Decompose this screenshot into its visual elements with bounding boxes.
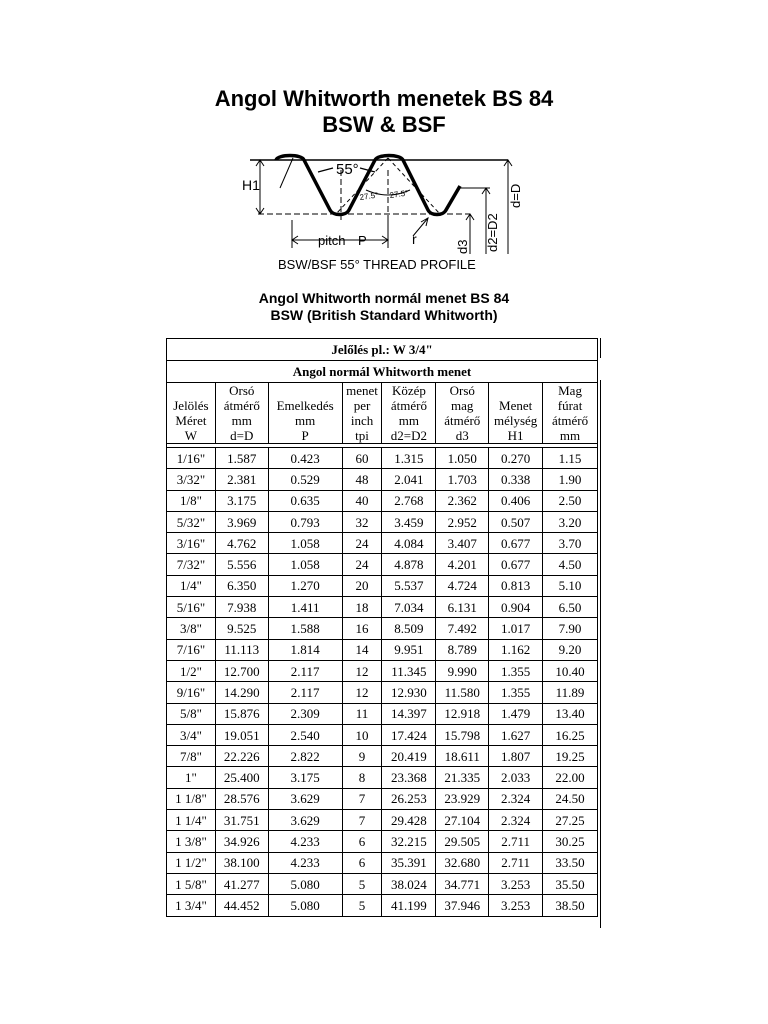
table-cell: 1.355 [489,682,543,703]
table-cell: 1.058 [268,554,342,575]
table-cell: 41.199 [382,895,436,916]
table-cell: 35.391 [382,852,436,873]
section-title: Angol Whitworth normál menet BS 84 [258,290,510,306]
table-cell: 1.587 [215,448,268,469]
column-header-line: Mag [558,383,582,398]
table-cell: 11.113 [215,639,268,660]
half-angle-right-label: 27.5° [389,188,409,200]
table-cell: 1 1/8" [167,788,216,809]
column-header [543,383,598,444]
table-cell: 2.324 [489,810,543,831]
table-cell: 6 [342,852,382,873]
table-cell: 3.175 [268,767,342,788]
table-cell: 2.362 [436,490,489,511]
table-cell: 0.529 [268,469,342,490]
table-cell: 5/16" [167,597,216,618]
table-cell: 9/16" [167,682,216,703]
d2-label: d2=D2 [485,213,500,252]
column-header-line: átmérő [390,398,427,413]
table-cell: 28.576 [215,788,268,809]
table-cell: 11 [342,703,382,724]
table-cell: 1.411 [268,597,342,618]
table-cell: 1.703 [436,469,489,490]
table-cell: 1.355 [489,660,543,681]
page-subtitle: BSW & BSF [322,112,446,137]
table-cell: 0.507 [489,511,543,532]
table-cell: 32.680 [436,852,489,873]
table-cell: 7/16" [167,639,216,660]
table-cell: 2.117 [268,660,342,681]
table-row [167,724,598,745]
table-row [167,703,598,724]
column-header-line [269,383,342,398]
table-row [167,746,598,767]
table-cell: 1 3/4" [167,895,216,916]
table-cell: 9.20 [543,639,598,660]
table-row [167,448,598,469]
table-cell: 5 [342,895,382,916]
table-cell: 5 [342,873,382,894]
table-row [167,490,598,511]
flank-line [388,158,440,214]
table-cell: 2.309 [268,703,342,724]
table-cell: 27.25 [543,810,598,831]
p-label: P [358,233,367,248]
table-cell: 8 [342,767,382,788]
table-cell: 1 3/8" [167,831,216,852]
table-cell: 24 [342,533,382,554]
table-cell: 24 [342,554,382,575]
column-header-line: Közép [391,383,426,398]
column-header-line [489,383,542,398]
table-cell: 19.25 [543,746,598,767]
column-header-line: Orsó [449,383,475,398]
table-cell: 1.807 [489,746,543,767]
table-cell: 1.814 [268,639,342,660]
table-row [167,639,598,660]
table-cell: 4.233 [268,831,342,852]
table-row [167,873,598,894]
table-row [167,469,598,490]
column-header-line: Jelölés [173,398,209,413]
table-row [167,810,598,831]
table-cell: 4.084 [382,533,436,554]
table-cell: 2.952 [436,511,489,532]
table-cell: 19.051 [215,724,268,745]
table-cell: 7/32" [167,554,216,575]
table-cell: 20.419 [382,746,436,767]
table-cell: 7 [342,788,382,809]
table-cell: 0.677 [489,533,543,554]
column-header [436,383,489,444]
column-header-line: menet [346,383,378,398]
table-cell: 8.509 [382,618,436,639]
table-cell: 3/32" [167,469,216,490]
table-cell: 0.423 [268,448,342,469]
table-cell: 2.50 [543,490,598,511]
table-cell: 40 [342,490,382,511]
table-cell: 0.406 [489,490,543,511]
table-cell: 2.822 [268,746,342,767]
table-cell: 3.175 [215,490,268,511]
table-cell: 1.627 [489,724,543,745]
table-cell: 3.407 [436,533,489,554]
column-header-line: inch [350,413,374,428]
table-cell: 60 [342,448,382,469]
table-cell: 12 [342,682,382,703]
table-cell: 3/4" [167,724,216,745]
table-cell: 3.629 [268,810,342,831]
table-cell: 1 1/4" [167,810,216,831]
table-cell: 16.25 [543,724,598,745]
table-cell: 27.104 [436,810,489,831]
thread-table-frame [166,338,602,928]
column-header-line [167,383,215,398]
d-label: d=D [508,183,523,208]
table-cell: 23.929 [436,788,489,809]
column-header-line: d2=D2 [390,428,428,443]
table-cell: 32 [342,511,382,532]
column-header-line: Méret [175,413,207,428]
table-row [167,597,598,618]
table-cell: 5.10 [543,575,598,596]
table-cell: 9.525 [215,618,268,639]
table-cell: 6.350 [215,575,268,596]
table-side-rule [600,380,601,928]
table-cell: 41.277 [215,873,268,894]
table-cell: 2.033 [489,767,543,788]
diagram-caption: BSW/BSF 55° THREAD PROFILE [278,257,476,272]
table-cell: 24.50 [543,788,598,809]
column-header-line: fúrat [557,398,583,413]
table-cell: 48 [342,469,382,490]
table-cell: 29.428 [382,810,436,831]
table-cell: 5/8" [167,703,216,724]
table-cell: 11.89 [543,682,598,703]
table-cell: 1.050 [436,448,489,469]
table-cell: 0.793 [268,511,342,532]
table-cell: 1.058 [268,533,342,554]
table-cell: 1.15 [543,448,598,469]
thread-table [166,338,598,917]
column-header-line: d3 [455,428,469,443]
table-cell: 3.629 [268,788,342,809]
table-cell: 1/2" [167,660,216,681]
table-row [167,660,598,681]
column-header [167,383,216,444]
table-cell: 12.700 [215,660,268,681]
table-cell: 14.290 [215,682,268,703]
table-cell: 2.041 [382,469,436,490]
table-cell: 2.711 [489,831,543,852]
table-cell: 3.253 [489,895,543,916]
table-cell: 1 5/8" [167,873,216,894]
table-cell: 1.162 [489,639,543,660]
table-cell: 18 [342,597,382,618]
column-header-line: mag [451,398,474,413]
table-cell: 0.270 [489,448,543,469]
table-cell: 30.25 [543,831,598,852]
table-cell: 1.479 [489,703,543,724]
column-header-line: W [184,428,198,443]
page-title: Angol Whitworth menetek BS 84 [214,86,554,111]
column-header [342,383,382,444]
table-cell: 3/8" [167,618,216,639]
table-cell: 38.100 [215,852,268,873]
table-cell: 12.930 [382,682,436,703]
angle-label: 55° [336,161,359,178]
table-row [167,575,598,596]
table-cell: 2.540 [268,724,342,745]
table-cell: 26.253 [382,788,436,809]
h1-label: H1 [242,177,260,193]
table-cell: 6.50 [543,597,598,618]
table-cell: 0.677 [489,554,543,575]
table-cell: 3.969 [215,511,268,532]
table-cell: 18.611 [436,746,489,767]
table-cell: 6 [342,831,382,852]
table-cell: 15.876 [215,703,268,724]
half-angle-left-label: 27.5° [359,190,379,202]
column-header-line: Emelkedés [276,398,334,413]
table-cell: 22.226 [215,746,268,767]
table-cell: 7/8" [167,746,216,767]
column-header-line: mélység [493,413,538,428]
table-cell: 17.424 [382,724,436,745]
column-header-line: mm [231,413,252,428]
table-cell: 1" [167,767,216,788]
table-cell: 1.017 [489,618,543,639]
table-cell: 1.588 [268,618,342,639]
table-cell: 4.878 [382,554,436,575]
table-cell: 4.50 [543,554,598,575]
table-cell: 20 [342,575,382,596]
table-cell: 2.711 [489,852,543,873]
table-cell: 7 [342,810,382,831]
table-cell: 25.400 [215,767,268,788]
table-cell: 0.813 [489,575,543,596]
table-cell: 14.397 [382,703,436,724]
table-cell: 3.20 [543,511,598,532]
table-cell: 5/32" [167,511,216,532]
table-row [167,533,598,554]
table-cell: 29.505 [436,831,489,852]
table-cell: 5.537 [382,575,436,596]
table-cell: 11.345 [382,660,436,681]
table-side-rule [600,338,601,358]
table-cell: 10.40 [543,660,598,681]
table-cell: 4.201 [436,554,489,575]
column-header-line: H1 [507,428,524,443]
column-header-line: tpi [355,428,369,443]
table-cell: 3/16" [167,533,216,554]
table-caption: Angol normál Whitworth menet [167,361,598,383]
table-cell: 32.215 [382,831,436,852]
table-cell: 7.034 [382,597,436,618]
angle-arrow [318,168,333,172]
table-cell: 5.080 [268,873,342,894]
d3-label: d3 [455,239,470,254]
table-cell: 5.556 [215,554,268,575]
table-cell: 1.270 [268,575,342,596]
column-header-line: Menet [499,398,533,413]
example-row: Jelőlés pl.: W 3/4" [167,339,598,361]
r-label: r [412,231,417,247]
table-cell: 2.381 [215,469,268,490]
column-header-line: mm [398,413,420,428]
column-header-line: P [301,428,309,443]
table-cell: 9 [342,746,382,767]
table-cell: 7.90 [543,618,598,639]
table-row [167,895,598,916]
flank-line [280,158,293,188]
table-cell: 1/4" [167,575,216,596]
table-cell: 14 [342,639,382,660]
table-cell: 4.233 [268,852,342,873]
table-row [167,788,598,809]
table-cell: 21.335 [436,767,489,788]
thread-profile-diagram [238,150,528,275]
table-cell: 4.762 [215,533,268,554]
table-cell: 1/8" [167,490,216,511]
table-cell: 0.338 [489,469,543,490]
column-header-line: átmérő [551,413,589,428]
table-cell: 38.50 [543,895,598,916]
table-cell: 7.492 [436,618,489,639]
table-cell: 13.40 [543,703,598,724]
column-header-row [167,383,598,444]
column-header-line: átmérő [223,398,260,413]
table-row [167,682,598,703]
column-header-line: per [353,398,371,413]
column-header [489,383,543,444]
table-cell: 10 [342,724,382,745]
table-cell: 3.70 [543,533,598,554]
column-header-line: mm [559,428,581,443]
table-cell: 0.904 [489,597,543,618]
table-cell: 23.368 [382,767,436,788]
table-cell: 12.918 [436,703,489,724]
section-subtitle: BSW (British Standard Whitworth) [270,307,498,323]
table-cell: 31.751 [215,810,268,831]
table-row [167,511,598,532]
table-cell: 2.324 [489,788,543,809]
table-cell: 9.951 [382,639,436,660]
table-cell: 3.253 [489,873,543,894]
table-cell: 1.315 [382,448,436,469]
table-cell: 3.459 [382,511,436,532]
table-row [167,852,598,873]
table-cell: 7.938 [215,597,268,618]
table-row [167,618,598,639]
table-cell: 0.635 [268,490,342,511]
column-header-line: Orsó [229,383,255,398]
table-row [167,831,598,852]
table-cell: 34.926 [215,831,268,852]
table-cell: 33.50 [543,852,598,873]
column-header-line: mm [295,413,316,428]
table-cell: 44.452 [215,895,268,916]
table-cell: 2.117 [268,682,342,703]
pitch-label: pitch [318,233,346,248]
table-cell: 6.131 [436,597,489,618]
table-cell: 38.024 [382,873,436,894]
column-header-line: átmérő [444,413,481,428]
column-header [215,383,268,444]
table-cell: 35.50 [543,873,598,894]
table-cell: 34.771 [436,873,489,894]
column-header [382,383,436,444]
table-cell: 12 [342,660,382,681]
table-cell: 16 [342,618,382,639]
table-cell: 8.789 [436,639,489,660]
table-cell: 9.990 [436,660,489,681]
table-cell: 1.90 [543,469,598,490]
table-cell: 22.00 [543,767,598,788]
table-cell: 2.768 [382,490,436,511]
table-row [167,554,598,575]
table-cell: 1/16" [167,448,216,469]
column-header-line: d=D [230,428,254,443]
column-header [268,383,342,444]
table-cell: 15.798 [436,724,489,745]
table-cell: 11.580 [436,682,489,703]
table-cell: 4.724 [436,575,489,596]
table-cell: 5.080 [268,895,342,916]
table-cell: 37.946 [436,895,489,916]
table-row [167,767,598,788]
table-cell: 1 1/2" [167,852,216,873]
